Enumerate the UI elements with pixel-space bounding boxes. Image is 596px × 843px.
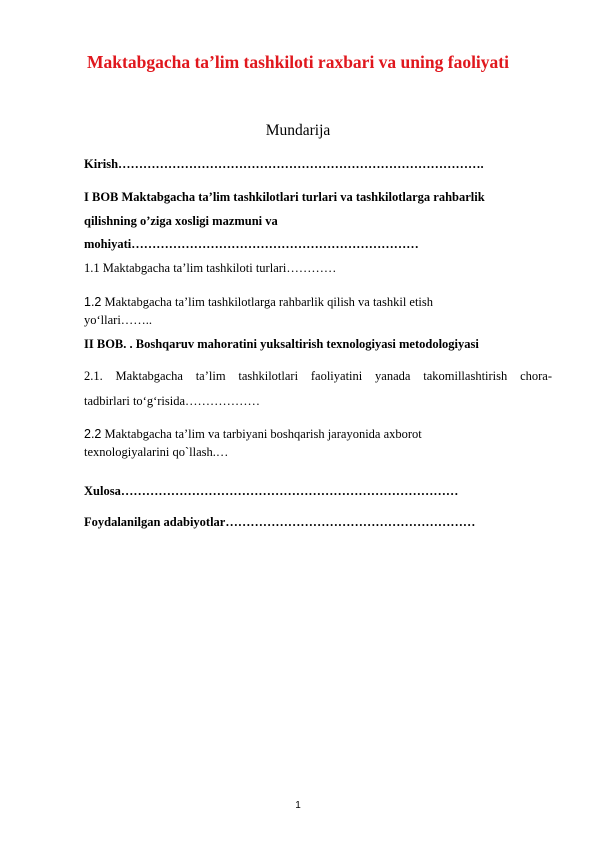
toc-item-1-2-text: Maktabgacha ta’lim tashkilotlarga rahbarlik qilish va tashkil etish xyxy=(101,295,434,309)
toc-item-2-1-line1: 2.1. Maktabgacha ta’lim tashkilotlari faoliyatini yanada takomillashtirish chora- xyxy=(84,369,552,383)
toc-item-2-2-number: 2.2 xyxy=(84,427,102,441)
toc-bob1-line1: I BOB Maktabgacha ta’lim tashkilotlari turlari va tashkilotlarga rahbarlik xyxy=(84,190,485,204)
toc-adabiyotlar: Foydalanilgan adabiyotlar…………………………………………………… xyxy=(84,515,476,529)
toc-item-2-2-line2: texnologiyalarini qo`llash.… xyxy=(84,445,229,459)
toc-item-1-2-number: 1.2 xyxy=(84,295,102,309)
toc-item-1-2-line2: yo‘llari…….. xyxy=(84,313,153,327)
document-title: Maktabgacha ta’lim tashkiloti raxbari va uning faoliyati xyxy=(87,52,509,72)
toc-bob1-line3: mohiyati…………………………………………………………… xyxy=(84,237,419,251)
toc-item-2-2-text: Maktabgacha ta’lim va tarbiyani boshqarish jarayonida axborot xyxy=(101,427,422,441)
toc-bob1-line2: qilishning o’ziga xosligi mazmuni va xyxy=(84,214,278,228)
contents-heading: Mundarija xyxy=(265,122,331,139)
toc-item-1-1: 1.1 Maktabgacha ta’lim tashkiloti turlari………… xyxy=(84,261,337,275)
toc-item-2-2-line1 xyxy=(84,424,544,444)
toc-kirish: Kirish……………………………………………………………………………. xyxy=(84,157,484,171)
toc-bob2: II BOB. . Boshqaruv mahoratini yuksaltirish texnologiyasi metodologiyasi xyxy=(84,337,479,351)
page-number: 1 xyxy=(295,800,301,811)
toc-item-1-2-line1 xyxy=(84,292,544,312)
toc-item-2-1-line2: tadbirlari to‘g‘risida……………… xyxy=(84,394,261,408)
toc-xulosa: Xulosa……………………………………………………………………… xyxy=(84,484,459,498)
